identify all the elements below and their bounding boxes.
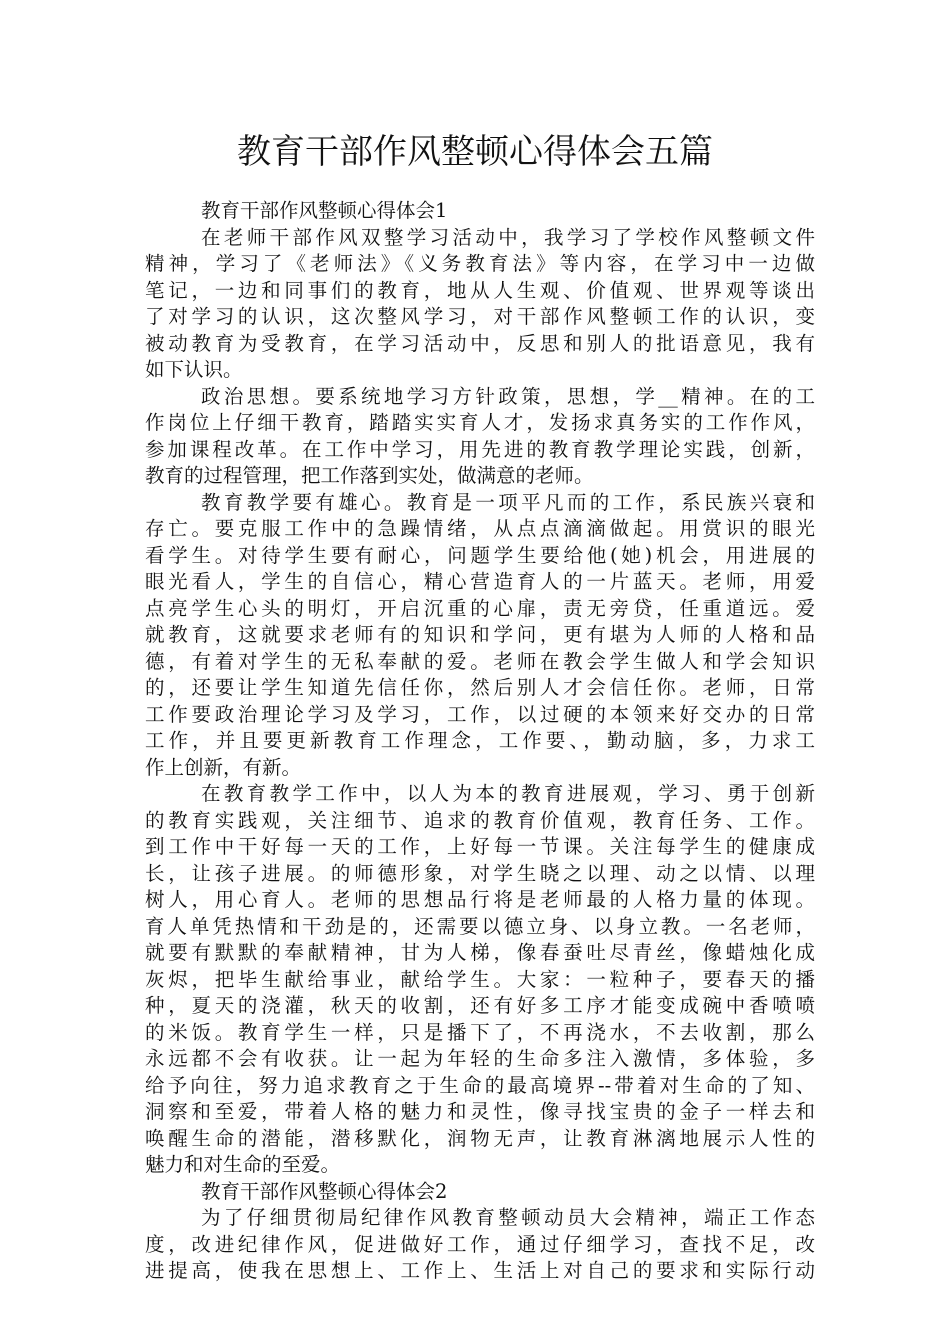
paragraph-line: 精神，学习了《老师法》《义务教育法》等内容，在学习中一边做 [145, 252, 815, 275]
paragraph-line: 看学生。对待学生要有耐心，问题学生要给他(她)机会，用进展的 [145, 543, 815, 567]
paragraph-line: 如下认识。 [145, 358, 243, 381]
paragraph-line: 的教育实践观，关注细节、追求的教育价值观，教育任务、工作。 [145, 808, 815, 832]
paragraph-line: 教育教学要有雄心。教育是一项平凡而的工作，系民族兴衰和 [201, 490, 815, 514]
paragraph-line: 点亮学生心头的明灯，开启沉重的心扉，责无旁贷，任重道远。爱 [145, 596, 815, 620]
paragraph-line: 为了仔细贯彻局纪律作风教育整顿动员大会精神，端正工作态 [201, 1206, 815, 1229]
paragraph-line: 参加课程改革。在工作中学习，用先进的教育教学理论实践，创新， [145, 437, 815, 461]
section-heading: 教育干部作风整顿心得体会1 [201, 199, 448, 222]
paragraph-line: 到工作中干好每一天的工作，上好每一节课。关注每学生的健康成 [145, 835, 815, 858]
paragraph-line: 度，改进纪律作风，促进做好工作，通过仔细学习，查找不足，改 [145, 1232, 815, 1256]
paragraph-line: 眼光看人，学生的自信心，精心营造育人的一片蓝天。老师，用爱 [145, 570, 815, 593]
document-title: 教育干部作风整顿心得体会五篇 [237, 132, 713, 172]
paragraph-line: 魅力和对生命的至爱。 [145, 1153, 341, 1176]
paragraph-line: 被动教育为受教育，在学习活动中，反思和别人的批语意见，我有 [145, 331, 815, 355]
paragraph-line: 的米饭。教育学生一样，只是播下了，不再浇水，不去收割，那么 [145, 1020, 815, 1044]
paragraph-line: 作上创新，有新。 [145, 755, 302, 779]
paragraph-line: 工作要政治理论学习及学习，工作，以过硬的本领来好交办的日常 [145, 702, 815, 726]
paragraph-line: 育人单凭热情和干劲是的，还需要以德立身、以身立教。一名老师， [145, 914, 815, 938]
paragraph-line: 了对学习的认识，这次整风学习，对干部作风整顿工作的认识，变 [145, 305, 815, 328]
paragraph-line: 存亡。要克服工作中的急躁情绪，从点点滴滴做起。用赏识的眼光 [145, 517, 815, 540]
paragraph-line: 笔记，一边和同事们的教育，地从人生观、价值观、世界观等谈出 [145, 278, 815, 302]
paragraph-line: 灰烬，把毕生献给事业，献给学生。大家：一粒种子，要春天的播 [145, 967, 815, 991]
paragraph-line: 唤醒生命的潜能，潜移默化，润物无声，让教育淋漓地展示人性的 [145, 1126, 815, 1150]
paragraph-line: 的，还要让学生知道先信任你，然后别人才会信任你。老师，日常 [145, 676, 815, 699]
paragraph-line: 就教育，这就要求老师有的知识和学问，更有堪为人师的人格和品 [145, 623, 815, 646]
paragraph-line: 树人，用心育人。老师的思想品行将是老师最的人格力量的体现。 [145, 888, 815, 911]
paragraph-line: 给予向往，努力追求教育之于生命的最高境界--带着对生命的了知、 [145, 1073, 815, 1097]
paragraph-line: 政治思想。要系统地学习方针政策，思想，学__精神。在的工 [201, 384, 815, 408]
document-body [145, 198, 815, 1285]
paragraph-line: 洞察和至爱，带着人格的魅力和灵性，像寻找宝贵的金子一样去和 [145, 1100, 815, 1123]
paragraph-line: 种，夏天的浇灌，秋天的收割，还有好多工序才能变成碗中香喷喷 [145, 994, 815, 1017]
paragraph-line: 作岗位上仔细干教育，踏踏实实育人才，发扬求真务实的工作作风， [145, 411, 815, 434]
paragraph-line: 工作，并且要更新教育工作理念，工作要、，勤动脑，多，力求工 [145, 729, 815, 752]
paragraph-line: 永远都不会有收获。让一起为年轻的生命多注入激情，多体验，多 [145, 1047, 815, 1070]
paragraph-line: 在教育教学工作中，以人为本的教育进展观，学习、勇于创新 [201, 782, 815, 805]
section-heading: 教育干部作风整顿心得体会2 [201, 1179, 448, 1203]
paragraph-line: 就要有默默的奉献精神，甘为人梯，像春蚕吐尽青丝，像蜡烛化成 [145, 941, 815, 964]
paragraph-line: 教育的过程管理，把工作落到实处，做满意的老师。 [145, 464, 594, 487]
paragraph-line: 德，有着对学生的无私奉献的爱。老师在教会学生做人和学会知识 [145, 649, 815, 673]
paragraph-line: 进提高，使我在思想上、工作上、生活上对自己的要求和实际行动 [145, 1259, 815, 1282]
paragraph-line: 长，让孩子进展。的师德形象，对学生晓之以理、动之以情、以理 [145, 861, 815, 885]
paragraph-line: 在老师干部作风双整学习活动中，我学习了学校作风整顿文件 [201, 225, 815, 249]
